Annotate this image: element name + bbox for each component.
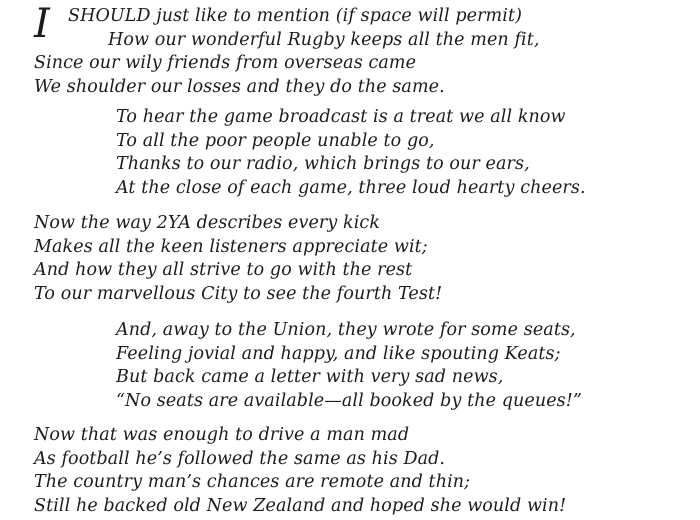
poem-line-2-2: To all the poor people unable to go, xyxy=(116,130,435,151)
poem-line-3-2: Makes all the keen listeners appreciate wit; xyxy=(34,236,428,257)
poem-line-4-3: But back came a letter with very sad news, xyxy=(116,367,504,387)
poem-line-1-4: We shoulder our losses and they do the same. xyxy=(34,76,445,97)
poem-line-3-3: And how they all strive to go with the rest xyxy=(34,260,413,280)
poem-line-4-2: Feeling jovial and happy, and like spouting Keats; xyxy=(116,343,561,364)
poem-line-1-2: How our wonderful Rugby keeps all the men fit, xyxy=(108,29,540,50)
drop-cap-letter: I xyxy=(34,1,50,47)
poem-line-2-3: Thanks to our radio, which brings to our ears, xyxy=(116,154,530,174)
poem-line-3-4: To our marvellous City to see the fourth Test! xyxy=(34,283,443,304)
stanza-1 xyxy=(34,1,540,99)
poem-line-1-3: Since our wily friends from overseas came xyxy=(34,53,417,73)
poem-line-2-1: To hear the game broadcast is a treat we all know xyxy=(116,107,566,127)
stanza-3 xyxy=(34,212,442,306)
poem-line-5-3: The country man’s chances are remote and thin; xyxy=(34,472,471,492)
poem-line-5-2: As football he’s followed the same as his Dad. xyxy=(34,448,446,469)
poem-line-5-4: Still he backed old New Zealand and hoped she would win! xyxy=(34,495,567,516)
stanza-4 xyxy=(116,319,582,413)
poem-line-1-1-text: SHOULD just like to mention (if space will permit) xyxy=(68,6,523,26)
stanza-2 xyxy=(116,106,586,200)
poem-line-4-4: “No seats are available—all booked by the queues!” xyxy=(116,390,582,411)
stanza-5 xyxy=(34,424,566,518)
poem-line-5-1: Now that was enough to drive a man mad xyxy=(34,425,410,445)
poem-line-3-1: Now the way 2YA describes every kick xyxy=(34,213,381,233)
poem-line-4-1: And, away to the Union, they wrote for some seats, xyxy=(116,320,576,340)
poem-line-2-4: At the close of each game, three loud hearty cheers. xyxy=(116,177,586,198)
